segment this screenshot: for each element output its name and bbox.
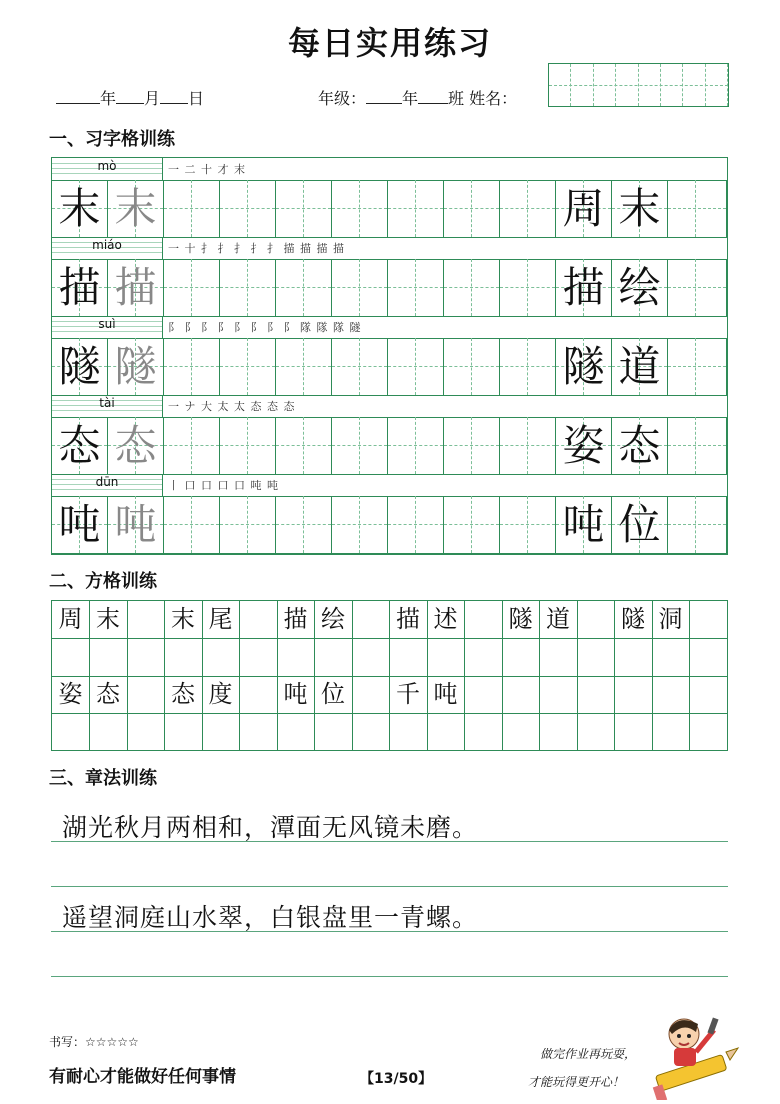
square-cell-character: 吨 — [427, 676, 465, 713]
square-cell[interactable] — [90, 714, 128, 751]
square-cell[interactable] — [240, 639, 278, 676]
word-character: 末 — [618, 184, 661, 233]
verse-line-1: 湖光秋月两相和，潭面无风镜未磨。 — [62, 813, 479, 842]
square-cell[interactable] — [577, 676, 615, 713]
square-row — [52, 601, 727, 639]
square-cell-character: 周 — [52, 601, 90, 638]
word-character: 态 — [618, 421, 661, 470]
motto: 有耐心才能做好任何事情 — [49, 1067, 236, 1087]
stroke-order: 一 ナ 大 太 太 态 态 态 — [168, 400, 296, 413]
practice-cell[interactable] — [276, 259, 332, 316]
grade-label: 年级： — [318, 89, 367, 108]
pinyin-row — [52, 237, 727, 260]
square-cell[interactable] — [690, 639, 727, 676]
square-row — [52, 714, 727, 751]
name-grid[interactable] — [548, 63, 729, 107]
practice-cell[interactable] — [164, 180, 220, 237]
square-cell[interactable] — [90, 639, 128, 676]
square-cell[interactable] — [52, 714, 90, 751]
writing-line — [51, 976, 728, 977]
square-row — [52, 676, 727, 714]
practice-cell[interactable] — [164, 259, 220, 316]
square-cell-character: 尾 — [202, 601, 240, 638]
square-cell-character: 末 — [165, 601, 203, 638]
square-cell-character: 道 — [540, 601, 578, 638]
practice-cell[interactable] — [668, 417, 727, 474]
model-character: 态 — [58, 421, 101, 470]
practice-cell[interactable] — [668, 338, 727, 395]
class-blank[interactable] — [418, 89, 448, 104]
practice-cell[interactable] — [108, 338, 164, 395]
square-cell[interactable] — [540, 714, 578, 751]
square-cell[interactable] — [652, 639, 690, 676]
pinyin-label: mò — [97, 159, 117, 173]
stroke-order: 阝 阝 阝 阝 阝 阝 阝 阝 隊 隊 隊 隧 — [168, 321, 362, 334]
pinyin-row — [52, 316, 727, 339]
word-character: 隧 — [562, 342, 605, 391]
square-cell[interactable] — [577, 601, 615, 638]
practice-cell[interactable] — [52, 259, 108, 316]
pinyin-label: dūn — [95, 475, 119, 489]
practice-cell[interactable] — [612, 496, 668, 553]
writing-line — [51, 931, 728, 932]
square-cell[interactable] — [390, 639, 428, 676]
practice-cell[interactable] — [556, 259, 612, 316]
square-cell-character: 末 — [90, 601, 128, 638]
practice-cell[interactable] — [220, 180, 276, 237]
square-cell[interactable] — [615, 639, 653, 676]
practice-cell[interactable] — [164, 496, 220, 553]
square-cell[interactable] — [352, 601, 390, 638]
square-cell-character: 吨 — [277, 676, 315, 713]
square-cell[interactable] — [652, 676, 690, 713]
grade-blank[interactable] — [366, 89, 402, 104]
practice-cell[interactable] — [500, 496, 556, 553]
practice-cell[interactable] — [108, 180, 164, 237]
stroke-order: 一 二 十 才 末 — [168, 163, 246, 176]
class-name-label: 班 姓名： — [448, 89, 518, 108]
square-cell[interactable] — [352, 676, 390, 713]
practice-cell[interactable] — [52, 496, 108, 553]
square-cell[interactable] — [277, 714, 315, 751]
square-cell[interactable] — [315, 714, 353, 751]
practice-cell[interactable] — [444, 417, 500, 474]
trace-character: 态 — [114, 421, 157, 470]
practice-cell[interactable] — [332, 259, 388, 316]
square-cell-character: 位 — [315, 676, 353, 713]
practice-cell[interactable] — [276, 417, 332, 474]
square-cell[interactable] — [577, 714, 615, 751]
practice-cell[interactable] — [556, 496, 612, 553]
word-character: 描 — [562, 263, 605, 312]
square-cell[interactable] — [127, 676, 165, 713]
square-cell-character: 态 — [90, 676, 128, 713]
square-cell[interactable] — [277, 639, 315, 676]
practice-cell[interactable] — [444, 259, 500, 316]
square-cell[interactable] — [165, 714, 203, 751]
character-row — [52, 259, 727, 317]
practice-cell[interactable] — [500, 259, 556, 316]
square-cell-character: 姿 — [52, 676, 90, 713]
square-cell-character: 绘 — [315, 601, 353, 638]
pinyin-row — [52, 395, 727, 418]
practice-cell[interactable] — [108, 259, 164, 316]
pinyin-label: suì — [98, 317, 116, 331]
square-cell[interactable] — [690, 676, 727, 713]
encourage-line-2: 才能玩得更开心！ — [528, 1075, 625, 1089]
practice-cell[interactable] — [164, 417, 220, 474]
practice-cell[interactable] — [668, 496, 727, 553]
word-character: 吨 — [562, 500, 605, 549]
square-row — [52, 639, 727, 677]
square-cell[interactable] — [502, 676, 540, 713]
square-cell[interactable] — [240, 676, 278, 713]
practice-cell[interactable] — [332, 338, 388, 395]
square-cell-character: 描 — [277, 601, 315, 638]
practice-cell[interactable] — [164, 338, 220, 395]
square-cell-character: 隧 — [615, 601, 653, 638]
pinyin-label: miáo — [92, 238, 122, 252]
practice-cell[interactable] — [388, 417, 444, 474]
section1-title: 一、习字格训练 — [49, 129, 175, 150]
square-cell[interactable] — [465, 714, 503, 751]
character-row — [52, 180, 727, 238]
page-title: 每日实用练习 — [287, 24, 492, 62]
square-cell-character: 隧 — [502, 601, 540, 638]
square-cell[interactable] — [165, 639, 203, 676]
model-character: 末 — [58, 184, 101, 233]
writing-line — [51, 886, 728, 887]
grade-line — [318, 86, 517, 109]
square-cell[interactable] — [240, 714, 278, 751]
word-character: 周 — [562, 184, 605, 233]
word-character: 道 — [618, 342, 661, 391]
practice-cell[interactable] — [388, 180, 444, 237]
practice-cell[interactable] — [388, 259, 444, 316]
square-cell[interactable] — [390, 714, 428, 751]
pinyin-row — [52, 474, 727, 497]
section3-title: 三、章法训练 — [49, 768, 157, 789]
stroke-order: 一 十 扌 扌 扌 扌 扌 描 描 描 描 — [168, 242, 345, 255]
practice-cell[interactable] — [332, 180, 388, 237]
practice-cell[interactable] — [612, 417, 668, 474]
page-number: 【13/50】 — [360, 1071, 433, 1087]
square-grid — [51, 600, 728, 751]
encourage-line-1: 做完作业再玩耍， — [540, 1047, 637, 1061]
square-cell-character: 千 — [390, 676, 428, 713]
square-cell[interactable] — [615, 676, 653, 713]
square-cell[interactable] — [615, 714, 653, 751]
square-cell[interactable] — [127, 639, 165, 676]
square-cell[interactable] — [652, 714, 690, 751]
pinyin-row — [52, 158, 727, 181]
square-cell[interactable] — [352, 714, 390, 751]
practice-cell[interactable] — [276, 338, 332, 395]
square-cell[interactable] — [352, 639, 390, 676]
model-character: 隧 — [58, 342, 101, 391]
practice-cell[interactable] — [612, 259, 668, 316]
square-cell-character: 度 — [202, 676, 240, 713]
practice-cell[interactable] — [220, 417, 276, 474]
square-cell[interactable] — [465, 601, 503, 638]
word-character: 位 — [618, 500, 661, 549]
character-row — [52, 417, 727, 475]
grade-year-label: 年 — [402, 89, 419, 108]
square-cell[interactable] — [465, 676, 503, 713]
practice-cell[interactable] — [556, 417, 612, 474]
practice-cell[interactable] — [108, 496, 164, 553]
trace-character: 末 — [114, 184, 157, 233]
verse-line-2: 遥望洞庭山水翠，白银盘里一青螺。 — [62, 903, 479, 932]
square-cell[interactable] — [690, 601, 727, 638]
square-cell[interactable] — [577, 639, 615, 676]
square-cell[interactable] — [202, 714, 240, 751]
practice-cell[interactable] — [444, 180, 500, 237]
copybook-grid — [51, 157, 728, 555]
square-cell[interactable] — [315, 639, 353, 676]
practice-cell[interactable] — [52, 338, 108, 395]
year-label: 年 — [100, 89, 117, 108]
practice-cell[interactable] — [276, 496, 332, 553]
square-cell[interactable] — [690, 714, 727, 751]
practice-cell[interactable] — [612, 338, 668, 395]
practice-cell[interactable] — [668, 259, 727, 316]
stroke-order: 丨 口 口 口 口 吨 吨 — [168, 479, 279, 492]
square-cell[interactable] — [427, 639, 465, 676]
square-cell[interactable] — [202, 639, 240, 676]
character-row — [52, 338, 727, 396]
practice-cell[interactable] — [500, 417, 556, 474]
practice-cell[interactable] — [500, 180, 556, 237]
square-cell[interactable] — [502, 639, 540, 676]
practice-cell[interactable] — [612, 180, 668, 237]
trace-character: 描 — [114, 263, 157, 312]
model-character: 描 — [58, 263, 101, 312]
square-cell[interactable] — [52, 639, 90, 676]
practice-cell[interactable] — [220, 259, 276, 316]
year-blank[interactable] — [56, 89, 100, 104]
month-label: 月 — [144, 89, 161, 108]
writing-line — [51, 841, 728, 842]
trace-character: 隧 — [114, 342, 157, 391]
practice-cell[interactable] — [332, 417, 388, 474]
boy-on-pencil-illustration — [648, 1008, 740, 1100]
practice-cell[interactable] — [388, 496, 444, 553]
model-character: 吨 — [58, 500, 101, 549]
square-cell[interactable] — [427, 714, 465, 751]
word-character: 姿 — [562, 421, 605, 470]
word-character: 绘 — [618, 263, 661, 312]
square-cell[interactable] — [465, 639, 503, 676]
practice-cell[interactable] — [444, 496, 500, 553]
practice-cell[interactable] — [388, 338, 444, 395]
square-cell-character: 洞 — [652, 601, 690, 638]
pinyin-label: tài — [99, 396, 115, 410]
practice-cell[interactable] — [500, 338, 556, 395]
day-blank[interactable] — [160, 89, 188, 104]
practice-cell[interactable] — [556, 338, 612, 395]
square-cell[interactable] — [240, 601, 278, 638]
square-cell[interactable] — [540, 676, 578, 713]
practice-cell[interactable] — [220, 338, 276, 395]
square-cell[interactable] — [502, 714, 540, 751]
practice-cell[interactable] — [668, 180, 727, 237]
square-cell-character: 述 — [427, 601, 465, 638]
day-label: 日 — [188, 89, 205, 108]
practice-cell[interactable] — [332, 496, 388, 553]
trace-character: 吨 — [114, 500, 157, 549]
section2-title: 二、方格训练 — [49, 571, 157, 592]
practice-cell[interactable] — [108, 417, 164, 474]
practice-cell[interactable] — [52, 417, 108, 474]
practice-cell[interactable] — [52, 180, 108, 237]
practice-cell[interactable] — [556, 180, 612, 237]
month-blank[interactable] — [116, 89, 144, 104]
practice-cell[interactable] — [220, 496, 276, 553]
square-cell[interactable] — [127, 601, 165, 638]
practice-cell[interactable] — [276, 180, 332, 237]
square-cell-character: 描 — [390, 601, 428, 638]
square-cell[interactable] — [540, 639, 578, 676]
date-line — [56, 86, 204, 109]
practice-cell[interactable] — [444, 338, 500, 395]
square-cell-character: 态 — [165, 676, 203, 713]
character-row — [52, 496, 727, 554]
rating-label: 书写：☆☆☆☆☆ — [49, 1035, 139, 1049]
square-cell[interactable] — [127, 714, 165, 751]
